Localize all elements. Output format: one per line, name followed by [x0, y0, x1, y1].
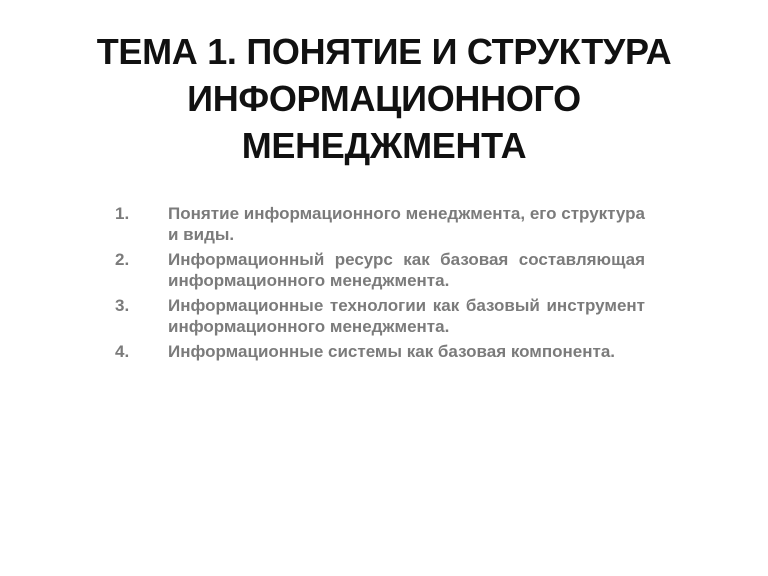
item-text: Информационный ресурс как базовая составляющая информационного менеджмента.	[168, 250, 645, 290]
list-item	[115, 203, 645, 245]
list-item	[115, 295, 645, 337]
item-number: 2.	[115, 250, 130, 269]
topic-list	[115, 203, 645, 366]
item-number: 4.	[115, 342, 130, 361]
list-item	[115, 249, 645, 291]
item-number: 3.	[115, 296, 130, 315]
item-text: Понятие информационного менеджмента, его структура и виды.	[168, 204, 645, 244]
item-number: 1.	[115, 204, 130, 223]
item-text: Информационные системы как базовая компонента.	[168, 342, 615, 361]
slide-title: ТЕМА 1. ПОНЯТИЕ И СТРУКТУРА ИНФОРМАЦИОННОГО МЕНЕДЖМЕНТА	[96, 31, 672, 166]
list-item	[115, 341, 645, 362]
item-text: Информационные технологии как базовый инструмент информационного менеджмента.	[168, 296, 645, 336]
